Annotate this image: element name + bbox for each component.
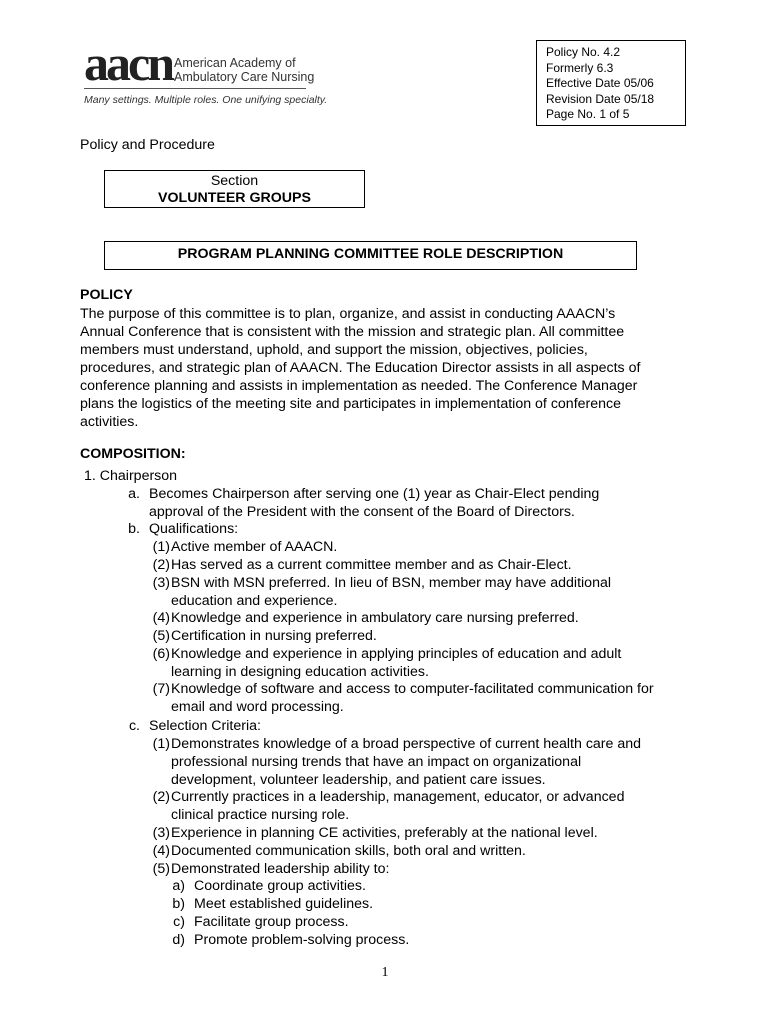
item-number: (3)	[152, 574, 170, 591]
aacn-logo	[84, 35, 328, 110]
item-line: Has served as a current committee member and as Chair-Elect.	[171, 556, 572, 573]
section-box	[104, 170, 365, 208]
item-line: BSN with MSN preferred. In lieu of BSN, member may have additional	[171, 574, 611, 591]
item-text	[171, 680, 691, 716]
formerly-number: Formerly 6.3	[546, 60, 614, 75]
logo-tagline: Many settings. Multiple roles. One unifying specialty.	[84, 94, 328, 106]
policy-line: procedures, and strategic plan of AAACN. The Education Director assists in all aspects of	[80, 360, 641, 376]
policy-line: plans the logistics of the meeting site and participates in implementation of conference	[80, 396, 622, 412]
policy-info-box	[536, 40, 686, 126]
item-line: email and word processing.	[171, 699, 344, 716]
item-text	[171, 788, 691, 824]
item-text	[171, 574, 691, 610]
item-line: Knowledge of software and access to computer-facilitated communication for	[171, 681, 654, 698]
item-a-text	[149, 485, 689, 521]
item-line: Documented communication skills, both oral and written.	[171, 842, 526, 859]
item-label: a.	[128, 486, 140, 502]
role-title-box	[104, 241, 637, 270]
item-line: Knowledge and experience in ambulatory care nursing preferred.	[171, 610, 579, 627]
item-number: (4)	[152, 842, 170, 859]
item-line: Experience in planning CE activities, preferably at the national level.	[171, 825, 598, 841]
item-number: (7)	[152, 681, 170, 698]
item-line: Demonstrates knowledge of a broad perspective of current health care and	[171, 736, 642, 752]
item-number: (6)	[152, 645, 170, 662]
item-number: (1)	[152, 736, 170, 752]
item-line: Becomes Chairperson after serving one (1) year as Chair-Elect pending	[149, 486, 600, 502]
item-line: learning in designing education activities.	[171, 663, 429, 680]
revision-date: Revision Date 05/18	[546, 91, 655, 106]
item-number: (5)	[152, 860, 170, 877]
item-line: Knowledge and experience in applying principles of education and adult	[171, 645, 622, 662]
item-line: professional nursing trends that have an impact on organizational	[171, 754, 582, 770]
item-text	[171, 860, 691, 878]
section-label: Section	[210, 173, 259, 189]
sub-item-text: Coordinate group activities.	[194, 878, 366, 895]
item-number: (4)	[152, 610, 170, 627]
policy-line: members must understand, uphold, and support the mission, objectives, policies,	[80, 342, 588, 358]
item-line: Demonstrated leadership ability to:	[171, 860, 390, 877]
item-text	[171, 556, 691, 574]
item-number: (3)	[152, 825, 170, 841]
sub-item-label: d)	[172, 931, 185, 948]
logo-organization-name	[174, 56, 314, 84]
page-number: 1	[381, 965, 389, 980]
item-text	[171, 645, 691, 681]
sub-item-text: Promote problem-solving process.	[194, 931, 410, 948]
item-text	[171, 842, 691, 860]
item-line: education and experience.	[171, 592, 338, 609]
logo-name-line-2: Ambulatory Care Nursing	[174, 70, 315, 84]
sub-item-label: c)	[173, 914, 185, 930]
effective-date: Effective Date 05/06	[546, 76, 654, 90]
policy-line: The purpose of this committee is to plan, organize, and assist in conducting AAACN’s	[80, 306, 616, 322]
item-line: Active member of AAACN.	[171, 539, 338, 555]
item-number: (2)	[152, 556, 170, 573]
policy-line: conference planning and assists in implementation as needed. The Conference Manager	[80, 378, 638, 394]
item-text	[171, 538, 691, 556]
item-line: Currently practices in a leadership, management, educator, or advanced	[171, 789, 625, 806]
sub-item-label: a)	[172, 878, 185, 895]
qualifications-label: Qualifications:	[149, 521, 239, 537]
item-line: Certification in nursing preferred.	[171, 628, 377, 644]
logo-divider	[84, 88, 306, 89]
chairperson-item: 1. Chairperson	[84, 468, 178, 484]
policy-heading: POLICY	[80, 287, 133, 303]
item-text	[171, 735, 691, 789]
section-name: VOLUNTEER GROUPS	[158, 190, 311, 206]
item-number: (2)	[152, 789, 170, 806]
item-text	[171, 824, 691, 842]
item-number: (5)	[152, 628, 170, 644]
composition-heading: COMPOSITION:	[80, 446, 186, 462]
policy-number: Policy No. 4.2	[546, 45, 621, 59]
sub-item-text: Facilitate group process.	[194, 914, 349, 930]
document-type: Policy and Procedure	[80, 137, 215, 153]
sub-item-label: b)	[172, 896, 185, 913]
item-line: approval of the President with the consent of the Board of Directors.	[149, 504, 575, 520]
item-number: (1)	[152, 539, 170, 555]
item-line: clinical practice nursing role.	[171, 807, 350, 824]
policy-paragraph	[80, 305, 690, 431]
policy-line: Annual Conference that is consistent with the mission and strategic plan. All committee	[80, 324, 625, 340]
role-title: PROGRAM PLANNING COMMITTEE ROLE DESCRIPTION	[177, 246, 564, 262]
item-text	[171, 627, 691, 645]
item-line: development, volunteer leadership, and patient care issues.	[171, 772, 546, 788]
item-text	[171, 609, 691, 627]
policy-line: activities.	[80, 414, 139, 430]
logo-mark: aacn	[84, 35, 172, 91]
sub-item-text: Meet established guidelines.	[194, 896, 374, 913]
item-label: c.	[128, 718, 140, 734]
selection-criteria-label: Selection Criteria:	[149, 718, 261, 734]
page-count: Page No. 1 of 5	[546, 107, 630, 121]
logo-name-line-1: American Academy of	[174, 56, 296, 70]
item-label: b.	[128, 521, 140, 537]
